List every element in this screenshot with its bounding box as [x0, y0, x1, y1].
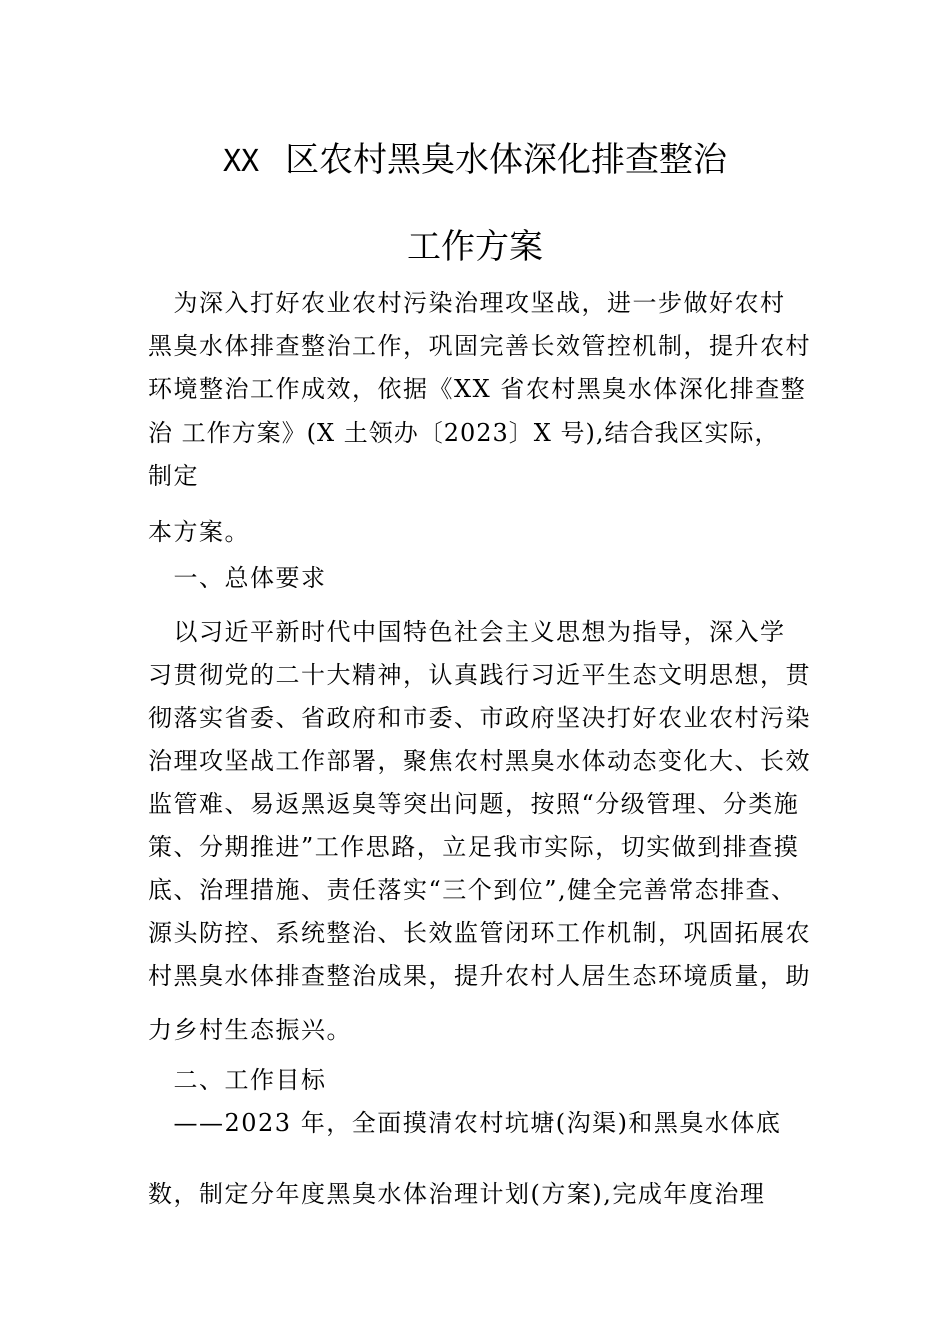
body-line: 力乡村生态振兴。	[148, 1016, 352, 1044]
body-line: 治 工作方案》(X 土领办〔2023〕X 号),结合我区实际，	[148, 419, 780, 447]
body-line: 环境整治工作成效，依据《XX 省农村黑臭水体深化排查整	[148, 375, 807, 403]
body-line: 源头防控、系统整治、长效监管闭环工作机制，巩固拓展农	[148, 919, 811, 947]
body-line: 习贯彻党的二十大精神，认真践行习近平生态文明思想，贯	[148, 661, 811, 689]
body-line: 底、治理措施、责任落实“三个到位”,健全完善常态排查、	[148, 876, 797, 904]
body-line: 治理攻坚战工作部署，聚焦农村黑臭水体动态变化大、长效	[148, 747, 811, 775]
body-line: 本方案。	[148, 518, 250, 546]
body-line: ——2023 年，全面摸清农村坑塘(沟渠)和黑臭水体底	[148, 1109, 782, 1137]
section-heading: 二、工作目标	[148, 1066, 327, 1094]
body-line: 以习近平新时代中国特色社会主义思想为指导，深入学	[148, 618, 786, 646]
body-line: 数，制定分年度黑臭水体治理计划(方案),完成年度治理	[148, 1180, 766, 1208]
body-line: 村黑臭水体排查整治成果，提升农村人居生态环境质量，助	[148, 962, 811, 990]
title-text: 区农村黑臭水体深化排查整治	[285, 140, 728, 180]
body-line: 黑臭水体排查整治工作，巩固完善长效管控机制，提升农村	[148, 332, 811, 360]
body-line: 监管难、易返黑返臭等突出问题，按照“分级管理、分类施	[148, 790, 800, 818]
body-line: 策、分期推进”工作思路，立足我市实际，切实做到排查摸	[148, 833, 800, 861]
section-heading: 一、总体要求	[148, 564, 327, 592]
body-line: 制定	[148, 462, 199, 490]
body-line: 彻落实省委、省政府和市委、市政府坚决打好农业农村污染	[148, 704, 811, 732]
document-title-line2: 工作方案	[407, 227, 543, 267]
document-title-line1	[0, 140, 950, 182]
title-prefix: XX	[222, 144, 260, 179]
body-line: 为深入打好农业农村污染治理攻坚战，进一步做好农村	[148, 289, 786, 317]
